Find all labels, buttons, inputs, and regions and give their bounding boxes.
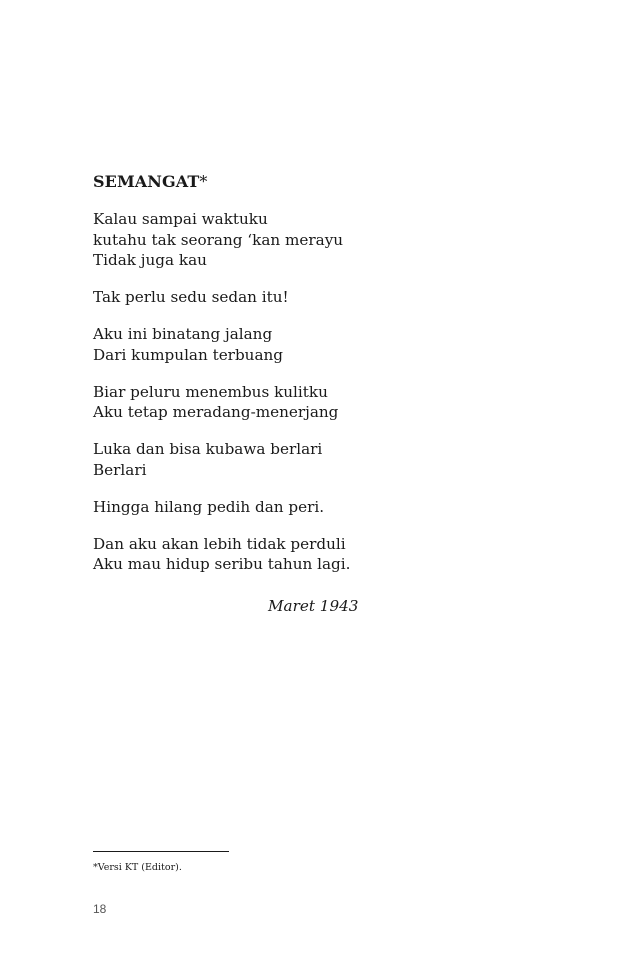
poem-body bbox=[93, 209, 393, 591]
poem-line: Hingga hilang pedih dan peri. bbox=[93, 497, 325, 516]
poem-line: Tidak juga kau bbox=[93, 251, 207, 269]
poem-title-footnote-marker: * bbox=[199, 172, 208, 191]
poem-line: Tak perlu sedu sedan itu! bbox=[93, 288, 289, 306]
poem-line: kutahu tak seorang ‘kan merayu bbox=[93, 230, 344, 249]
stanza-4 bbox=[93, 382, 393, 423]
poem-title bbox=[93, 172, 208, 192]
poem-line: Biar peluru menembus kulitku bbox=[93, 382, 328, 401]
stanza-7 bbox=[93, 534, 393, 575]
poem-line: Aku tetap meradang-menerjang bbox=[93, 403, 339, 421]
page-number: 18 bbox=[93, 902, 107, 916]
stanza-6 bbox=[93, 497, 393, 518]
poem-line: Dan aku akan lebih tidak perduli bbox=[93, 534, 346, 553]
poem-line: Kalau sampai waktuku bbox=[93, 210, 268, 228]
poem-line: Berlari bbox=[93, 460, 147, 479]
stanza-5 bbox=[93, 439, 393, 480]
footnote: *Versi KT (Editor). bbox=[93, 862, 182, 873]
stanza-1 bbox=[93, 209, 393, 271]
poem-line: Dari kumpulan terbuang bbox=[93, 345, 283, 364]
stanza-3 bbox=[93, 324, 393, 365]
poem-line: Luka dan bisa kubawa berlari bbox=[93, 440, 323, 458]
poem-line: Aku ini binatang jalang bbox=[93, 325, 273, 343]
poem-date: Maret 1943 bbox=[268, 597, 359, 615]
footnote-divider bbox=[93, 851, 229, 852]
poem-line: Aku mau hidup seribu tahun lagi. bbox=[93, 555, 351, 573]
poem-title-text: SEMANGAT bbox=[93, 172, 200, 191]
stanza-2 bbox=[93, 287, 393, 308]
